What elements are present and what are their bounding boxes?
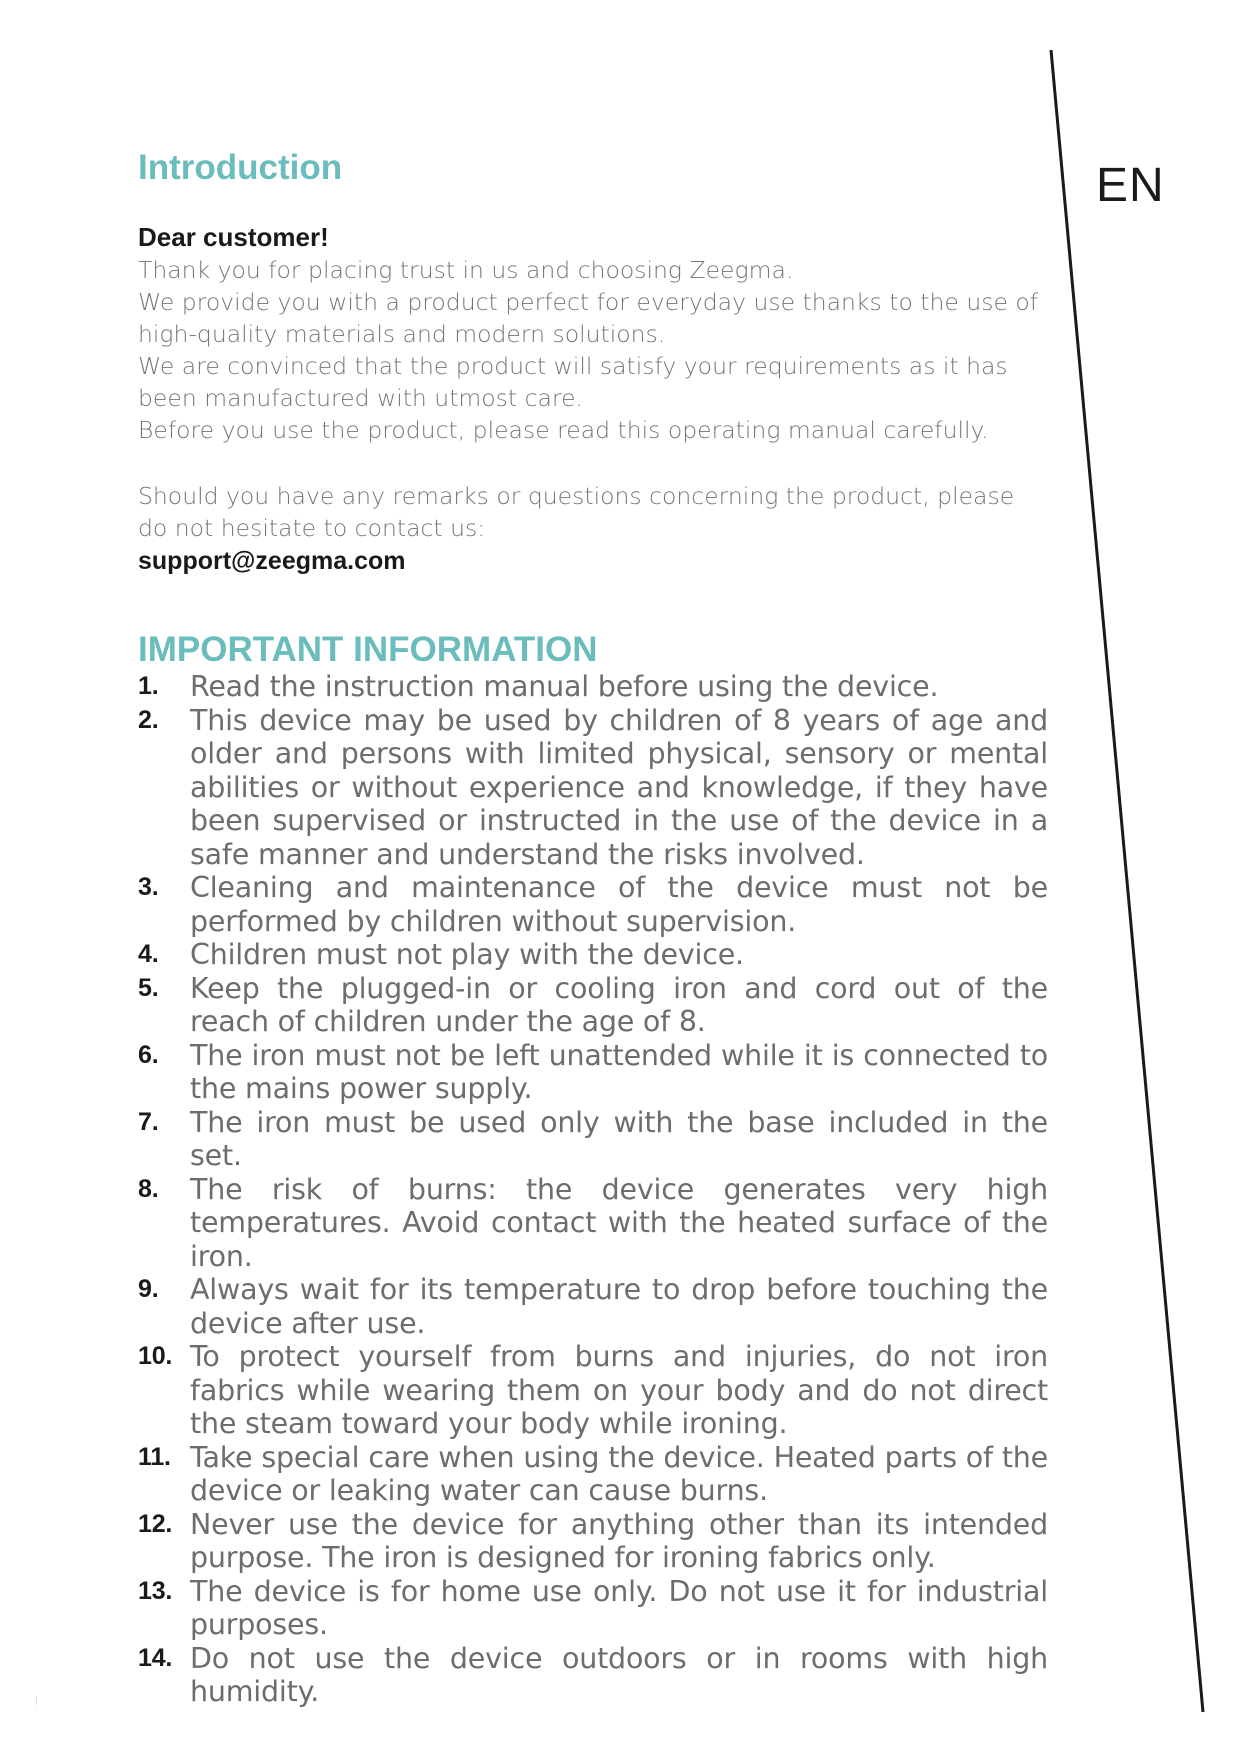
contact-text: Should you have any remarks or questions concerning the product, please do not hesitate to contact us: xyxy=(138,482,1015,542)
item-text: Never use the device for anything other than its intended purpose. The iron is designed for ironing fabrics only. xyxy=(190,1507,1048,1574)
list-item xyxy=(138,670,1048,704)
intro-paragraph: We provide you with a product perfect for everyday use thanks to the use of high-quality materials and modern solutions. xyxy=(138,288,1039,348)
intro-paragraphs xyxy=(138,254,1048,446)
item-number: 9. xyxy=(138,1275,159,1303)
list-item xyxy=(138,1642,1048,1709)
item-number: 11. xyxy=(138,1442,171,1471)
list-item xyxy=(138,1508,1048,1575)
spacer xyxy=(138,446,1048,480)
item-text: The device is for home use only. Do not use it for industrial purposes. xyxy=(190,1574,1048,1641)
content-column xyxy=(138,146,1048,1709)
list-item xyxy=(138,1039,1048,1106)
list-item xyxy=(138,972,1048,1039)
item-number: 12. xyxy=(138,1509,173,1538)
item-number: 8. xyxy=(138,1174,159,1203)
item-number: 7. xyxy=(138,1107,159,1136)
item-number: 2. xyxy=(138,705,159,734)
list-item xyxy=(138,938,1048,972)
intro-paragraph: We are convinced that the product will satisfy your requirements as it has been manufactured with utmost care. xyxy=(138,352,1008,412)
greeting: Dear customer! xyxy=(138,222,329,252)
list-item xyxy=(138,1340,1048,1441)
support-email-link[interactable]: support@zeegma.com xyxy=(138,547,406,575)
item-text: Do not use the device outdoors or in rooms with high humidity. xyxy=(190,1641,1048,1708)
introduction-title: Introduction xyxy=(138,148,343,187)
intro-paragraph: Before you use the product, please read this operating manual carefully. xyxy=(138,416,989,444)
item-number: 3. xyxy=(138,873,159,901)
item-text: Take special care when using the device. Heated parts of the device or leaking water can cause burns. xyxy=(190,1440,1048,1507)
list-item xyxy=(138,1441,1048,1508)
item-text: Read the instruction manual before using the device. xyxy=(190,670,939,703)
item-text: The iron must not be left unattended while it is connected to the mains power supply. xyxy=(190,1038,1048,1105)
item-text: Cleaning and maintenance of the device must not be performed by children without supervision. xyxy=(190,871,1048,938)
important-information-title: IMPORTANT INFORMATION xyxy=(138,630,598,669)
item-text: Keep the plugged-in or cooling iron and cord out of the reach of children under the age of 8. xyxy=(190,971,1048,1038)
item-text: The risk of burns: the device generates very high temperatures. Avoid contact with the heated surface of the iron. xyxy=(190,1172,1048,1273)
important-information-list xyxy=(138,670,1048,1709)
list-item xyxy=(138,1273,1048,1340)
item-number: 14. xyxy=(138,1643,173,1672)
item-number: 10. xyxy=(138,1342,173,1370)
item-text: Always wait for its temperature to drop before touching the device after use. xyxy=(190,1273,1048,1340)
list-item xyxy=(138,1173,1048,1274)
item-number: 13. xyxy=(138,1576,173,1605)
list-item xyxy=(138,871,1048,938)
item-number: 1. xyxy=(138,672,159,700)
intro-paragraph: Thank you for placing trust in us and choosing Zeegma. xyxy=(138,256,794,284)
item-text: The iron must be used only with the base included in the set. xyxy=(190,1105,1048,1172)
item-number: 6. xyxy=(138,1040,159,1069)
language-tag: EN xyxy=(1096,159,1165,212)
item-text: Children must not play with the device. xyxy=(190,938,744,971)
page-corner-mark xyxy=(36,1697,37,1705)
item-number: 5. xyxy=(138,973,159,1002)
list-item xyxy=(138,1575,1048,1642)
divider-stroke xyxy=(1051,50,1203,1712)
list-item xyxy=(138,704,1048,872)
list-item xyxy=(138,1106,1048,1173)
item-text: To protect yourself from burns and injuries, do not iron fabrics while wearing them on your body and do not direct the steam toward your body while ironing. xyxy=(190,1340,1048,1440)
item-text: This device may be used by children of 8 years of age and older and persons with limited physical, sensory or mental abilities or without experience and knowledge, if they have been supervised or instructed in the use of the device in a safe manner and understand the risks involved. xyxy=(190,703,1048,871)
item-number: 4. xyxy=(138,940,159,968)
